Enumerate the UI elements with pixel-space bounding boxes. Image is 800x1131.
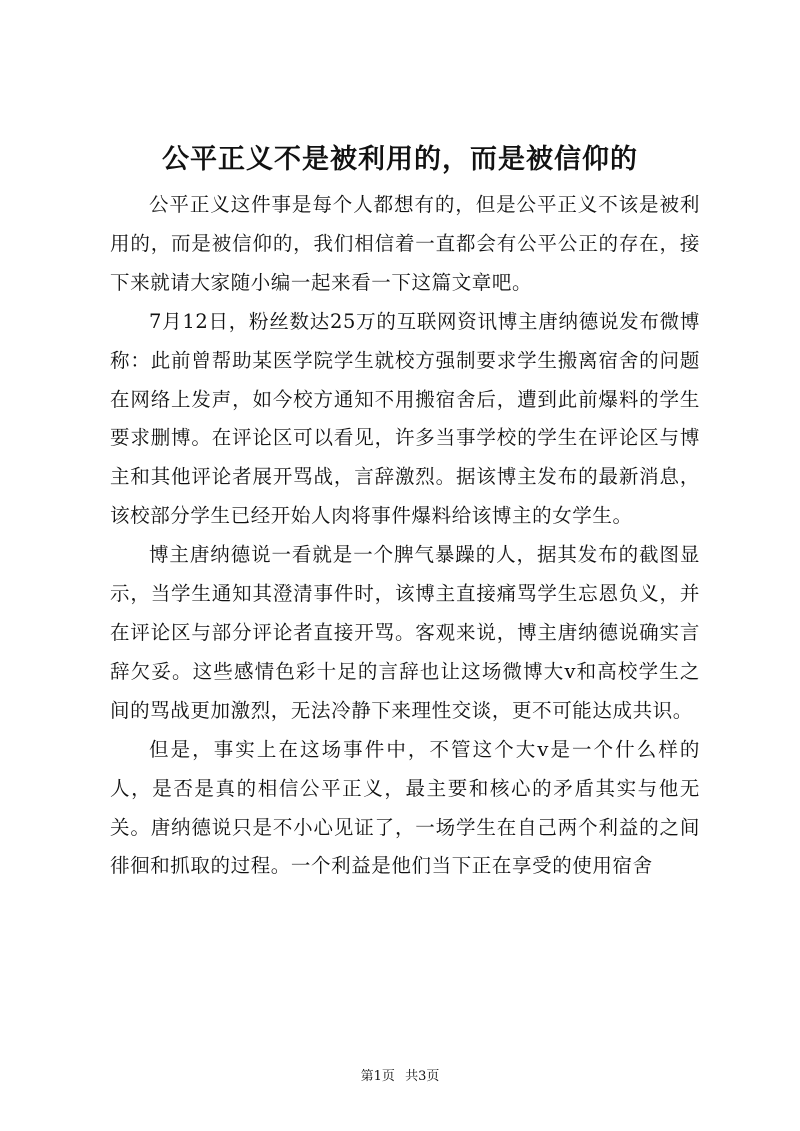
document-title: 公平正义不是被利用的，而是被信仰的 <box>162 144 638 175</box>
page-number: 第1页 <box>360 1069 395 1084</box>
page-total: 共3页 <box>405 1069 440 1084</box>
paragraph: 公平正义这件事是每个人都想有的，但是公平正义不该是被利用的，而是被信仰的，我们相信着一直都会有公平公正的存在，接下来就请大家随小编一起来看一下这篇文章吧。 <box>110 193 700 294</box>
page-footer <box>0 1068 800 1086</box>
document-body <box>110 186 700 886</box>
paragraph: 博主唐纳德说一看就是一个脾气暴躁的人，据其发布的截图显示，当学生通知其澄清事件时，该博主直接痛骂学生忘恩负义，并在评论区与部分评论者直接开骂。客观来说，博主唐纳德说确实言辞欠妥。这些感情色彩十足的言辞也让这场微博大v和高校学生之间的骂战更加激烈，无法冷静下来理性交谈，更不可能达成共识。 <box>110 543 700 722</box>
paragraph: 但是，事实上在这场事件中，不管这个大v是一个什么样的人，是否是真的相信公平正义，最主要和核心的矛盾其实与他无关。唐纳德说只是不小心见证了，一场学生在自己两个利益的之间徘徊和抓取的过程。一个利益是他们当下正在享受的使用宿舍 <box>110 737 700 878</box>
paragraph: 7月12日，粉丝数达25万的互联网资讯博主唐纳德说发布微博称：此前曾帮助某医学院学生就校方强制要求学生搬离宿舍的问题在网络上发声，如今校方通知不用搬宿舍后，遭到此前爆料的学生要求删博。在评论区可以看见，许多当事学校的学生在评论区与博主和其他评论者展开骂战，言辞激烈。据该博主发布的最新消息，该校部分学生已经开始人肉将事件爆料给该博主的女学生。 <box>110 309 700 528</box>
